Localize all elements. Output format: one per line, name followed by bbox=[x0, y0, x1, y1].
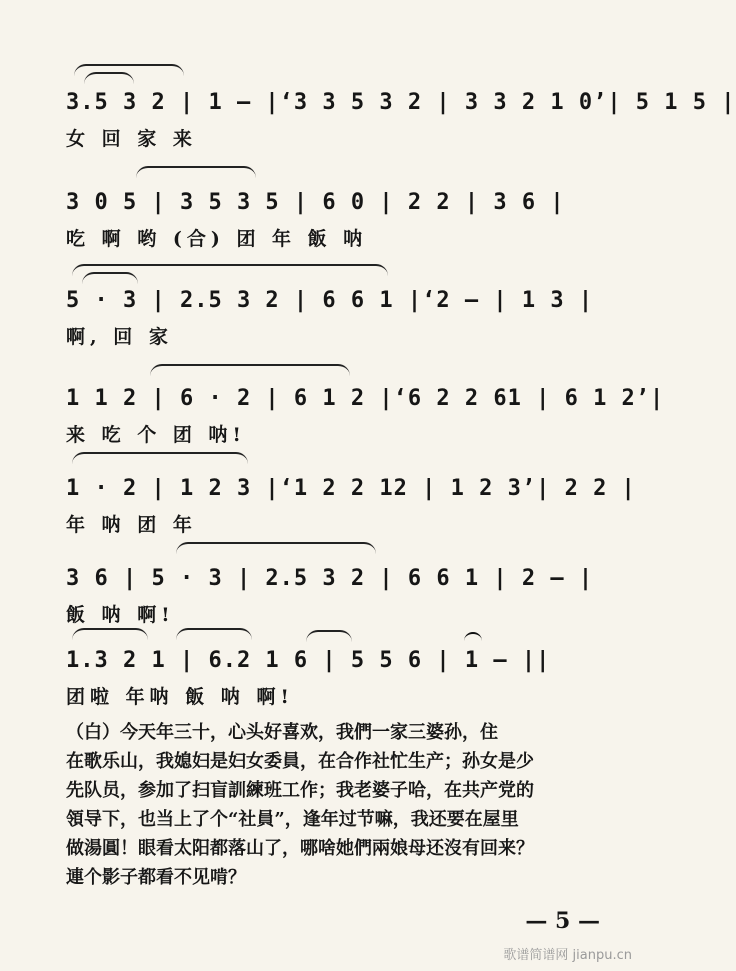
lyrics-line: 女 回 家 来 bbox=[66, 128, 197, 150]
slur bbox=[82, 272, 138, 286]
score-row-7 bbox=[66, 618, 606, 708]
slur bbox=[72, 452, 248, 466]
page-number: — 5 — bbox=[525, 908, 600, 934]
notation-line: 3 6 | 5 · 3 | 2.5 3 2 | 6 6 1 | 2 — | bbox=[66, 566, 594, 591]
lyrics-line: 吃 啊 哟 (合) 团 年 飯 呐 bbox=[66, 228, 368, 250]
slur bbox=[306, 630, 352, 644]
slur bbox=[150, 364, 350, 378]
slur bbox=[84, 72, 134, 86]
score-row-5 bbox=[66, 446, 636, 536]
notation-line: 1 1 2 | 6 · 2 | 6 1 2 |‘6 2 2 61 | 6 1 2’| bbox=[66, 386, 665, 411]
notation-line: 1 · 2 | 1 2 3 |‘1 2 2 12 | 1 2 3’| 2 2 | bbox=[66, 476, 636, 501]
lyrics-line: 团啦 年呐 飯 呐 啊! bbox=[66, 686, 294, 708]
prose-line: 做湯圓！眼看太阳都落山了，哪啥她們兩娘母还沒有回来？ bbox=[66, 838, 534, 859]
score-row-2 bbox=[66, 160, 606, 250]
notation-line: 1.3 2 1 | 6.2 1 6 | 5 5 6 | 1 — || bbox=[66, 648, 551, 673]
slur bbox=[72, 628, 148, 642]
fermata-icon bbox=[464, 632, 482, 644]
prose-line: 領导下，也当上了个“社員”，逢年过节嘛，我还要在屋里 bbox=[66, 809, 519, 830]
notation-line: 3 0 5 | 3 5 3 5 | 6 0 | 2 2 | 3 6 | bbox=[66, 190, 565, 215]
lyrics-line: 来 吃 个 团 呐! bbox=[66, 424, 246, 446]
score-row-1 bbox=[66, 60, 736, 150]
prose-line: 先队员，参加了扫盲訓練班工作；我老婆子哈，在共产党的 bbox=[66, 780, 534, 801]
notation-line: 3.5 3 2 | 1 — |‘3 3 5 3 2 | 3 3 2 1 0’| 5 1 5 | bbox=[66, 90, 736, 115]
slur bbox=[136, 166, 256, 180]
lyrics-line: 啊, 回 家 bbox=[66, 326, 173, 348]
lyrics-line: 飯 呐 啊! bbox=[66, 604, 175, 626]
score-row-6 bbox=[66, 536, 606, 626]
slur bbox=[176, 628, 252, 642]
notation-line: 5 · 3 | 2.5 3 2 | 6 6 1 |‘2 — | 1 3 | bbox=[66, 288, 594, 313]
prose-line: （白）今天年三十，心头好喜欢，我們一家三婆孙，住 bbox=[66, 722, 498, 743]
slur bbox=[176, 542, 376, 556]
lyrics-line: 年 呐 团 年 bbox=[66, 514, 197, 536]
prose-line: 連个影子都看不见啃？ bbox=[66, 867, 246, 888]
score-row-3 bbox=[66, 258, 606, 348]
score-row-4 bbox=[66, 356, 665, 446]
prose-line: 在歌乐山，我媳妇是妇女委員，在合作社忙生产；孙女是少 bbox=[66, 751, 534, 772]
watermark: 歌谱简谱网 jianpu.cn bbox=[503, 948, 632, 963]
spoken-dialogue bbox=[66, 718, 606, 892]
